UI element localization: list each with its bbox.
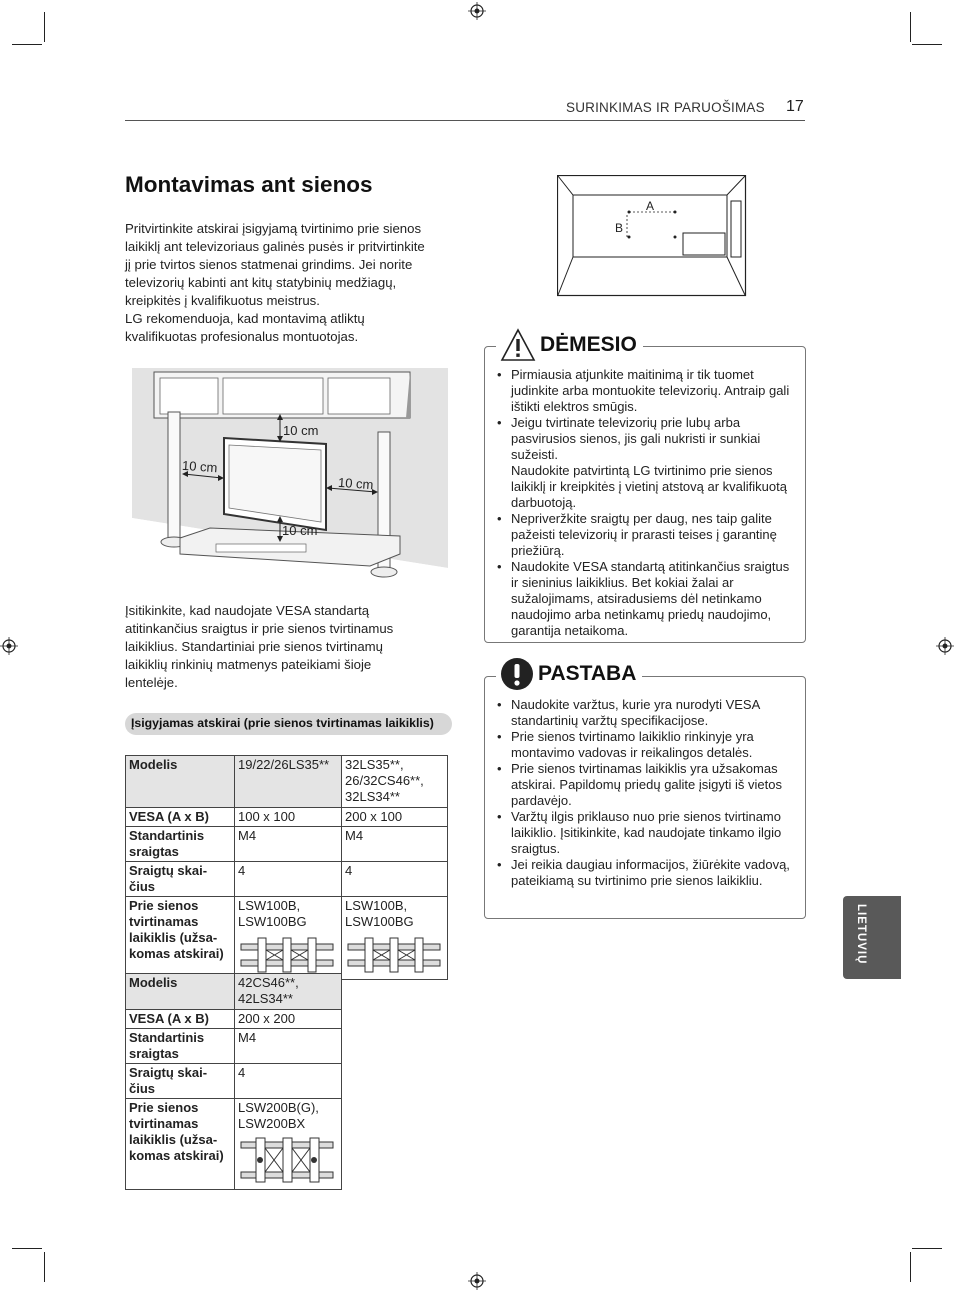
row-label: Sraigtų skai-čius: [126, 1064, 235, 1099]
list-item: • Prie sienos tvirtinamas laikiklis yra užsakomas atskirai. Papildomų priedų galite įsigyti iš vietos pardavėjo.: [497, 761, 797, 809]
exclamation-circle-icon: [500, 657, 534, 691]
list-item: • Prie sienos tvirtinamo laikiklio rinkinyje yra montavimo vadovas ir reikalingos detalės.: [497, 729, 797, 761]
bracket-cell: [235, 1099, 342, 1190]
list-item: • Naudokite varžtus, kurie yra nurodyti VESA standartinių varžtų specifikacijose.: [497, 697, 797, 729]
list-item: • Jeigu tvirtinate televizorių prie lubų arba pasvirusios sienos, jis gali nukristi ir sunkiai sužeisti.: [497, 415, 797, 463]
list-item: • Pirmiausia atjunkite maitinimą ir tik tuomet judinkite arba montuokite televizorių. Antraip gali ištikti elektros smūgis.: [497, 367, 797, 415]
list-item: • Nepriveržkite sraigtų per daug, nes taip galite pažeisti televizorių ir prarasti teises į garantinę priežiūrą.: [497, 511, 797, 559]
warning-triangle-icon: [500, 328, 536, 362]
crop-mark: [44, 1252, 45, 1282]
wall-mount-clearance-diagram: [130, 368, 450, 582]
model-cell: 42CS46**, 42LS34**: [235, 974, 342, 1010]
crop-mark: [912, 1248, 942, 1249]
table-row: [126, 897, 448, 980]
tv-back-vesa-diagram: [557, 175, 747, 297]
registration-mark-icon: [0, 637, 18, 655]
row-label: Standartinis sraigtas: [126, 827, 235, 862]
vesa-cell: 200 x 100: [342, 808, 448, 827]
vesa-cell: 100 x 100: [235, 808, 342, 827]
table-row: [126, 1064, 342, 1099]
language-side-tab: [843, 896, 901, 979]
note-title: PASTABA: [538, 662, 637, 685]
list-item: • Jei reikia daugiau informacijos, žiūrėkite vadovą, pateikiamą su tvirtinimo prie sienos laikikliu.: [497, 857, 797, 889]
bracket-model-text: LSW200B(G), LSW200BX: [238, 1100, 319, 1131]
clearance-label-top: 10 cm: [283, 423, 319, 438]
wall-bracket-table-2: [125, 973, 342, 1190]
wall-bracket-icon: [238, 1136, 336, 1186]
table-row: [126, 756, 448, 808]
note-heading: [496, 653, 642, 695]
intro-paragraph-2: LG rekomenduoja, kad montavimą atliktų kvalifikuotas profesionalus montuotojas.: [125, 311, 365, 344]
screw-cell: M4: [342, 827, 448, 862]
list-item: • Naudokite VESA standartą atitinkančius sraigtus ir sieninius laikiklius. Bet kokiai žalai ar sužalojimams, atsiradusiems dėl netinkamo naudojimo arba netinkamų priedų naudojimo, garantija netaikoma.: [497, 559, 797, 639]
caution-heading: [496, 326, 643, 364]
dimension-label-b: B: [615, 221, 624, 235]
wall-bracket-table-1: [125, 755, 448, 980]
table-row: [126, 808, 448, 827]
table-row: [126, 974, 342, 1010]
bracket-model-text: LSW100B, LSW100BG: [238, 898, 307, 929]
intro-paragraph: Pritvirtinkite atskirai įsigyjamą tvirtinimo prie sienos laikiklį ant televizoriaus galinės pusės ir pritvirtinkite jį prie tvirtos sienos statmenai grindims. Jei norite televizorių kabinti ant kitų statybinių medžiagų, kreipkitės į kvalifikuotus meistrus.: [125, 221, 425, 308]
wall-bracket-icon: [345, 934, 443, 976]
table-row: [126, 1010, 342, 1029]
caution-list: [497, 367, 797, 639]
row-label: Prie sienos tvirtinamas laikiklis (užsa-komas atskirai): [126, 1099, 235, 1190]
caution-title: DĖMESIO: [540, 333, 637, 356]
clearance-label-right: 10 cm: [337, 474, 374, 493]
count-cell: 4: [235, 862, 342, 897]
screw-cell: M4: [235, 1029, 342, 1064]
crop-mark: [910, 12, 911, 42]
count-cell: 4: [342, 862, 448, 897]
header-divider: [125, 120, 805, 121]
registration-mark-icon: [936, 637, 954, 655]
count-cell: 4: [235, 1064, 342, 1099]
vesa-cell: 200 x 200: [235, 1010, 342, 1029]
page-title: Montavimas ant sienos: [125, 172, 373, 197]
crop-mark: [12, 44, 42, 45]
vesa-paragraph: Įsitikinkite, kad naudojate VESA standartą atitinkančius sraigtus ir prie sienos tvirtinamus laikiklius. Standartiniai prie sienos tvirtinamų laikiklių rinkinių matmenys pateikiami šioje lentelėje.: [125, 603, 394, 690]
clearance-label-bottom: 10 cm: [282, 523, 318, 538]
row-label: Sraigtų skai-čius: [126, 862, 235, 897]
row-label: Modelis: [126, 974, 235, 1010]
list-item: • Varžtų ilgis priklauso nuo prie sienos tvirtinamo laikiklio. Įsitikinkite, kad naudojate tinkamo ilgio sraigtus.: [497, 809, 797, 857]
bracket-cell: [342, 897, 448, 980]
header-section-title: SURINKIMAS IR PARUOŠIMAS: [566, 100, 765, 115]
table-row: [126, 1099, 342, 1190]
crop-mark: [910, 1252, 911, 1282]
crop-mark: [912, 44, 942, 45]
intro-text: [125, 220, 425, 346]
bracket-cell: [235, 897, 342, 980]
table-row: [126, 862, 448, 897]
registration-mark-icon: [468, 1272, 486, 1290]
row-label: Modelis: [126, 756, 235, 808]
registration-mark-icon: [468, 2, 486, 20]
model-cell: 19/22/26LS35**: [235, 756, 342, 808]
model-cell: 32LS35**, 26/32CS46**, 32LS34**: [342, 756, 448, 808]
table-row: [126, 1029, 342, 1064]
clearance-label-left: 10 cm: [181, 457, 218, 476]
screw-cell: M4: [235, 827, 342, 862]
language-label: LIETUVIŲ: [855, 904, 867, 965]
list-item-continuation: Naudokite patvirtintą LG tvirtinimo prie sienos laikiklį ir kreipkitės į vietinį atstovą ar kvalifikuotą darbuotoją.: [511, 463, 787, 510]
crop-mark: [12, 1248, 42, 1249]
row-label: VESA (A x B): [126, 808, 235, 827]
dimension-label-a: A: [646, 199, 655, 213]
table-row: [126, 827, 448, 862]
bracket-model-text: LSW100B, LSW100BG: [345, 898, 414, 929]
row-label: VESA (A x B): [126, 1010, 235, 1029]
row-label: Prie sienos tvirtinamas laikiklis (užsa-komas atskirai): [126, 897, 235, 980]
page-number: 17: [786, 98, 804, 115]
wall-bracket-icon: [238, 934, 336, 976]
note-list: [497, 697, 797, 889]
row-label: Standartinis sraigtas: [126, 1029, 235, 1064]
table-caption: Įsigyjamas atskirai (prie sienos tvirtinamas laikiklis): [125, 713, 452, 735]
crop-mark: [44, 12, 45, 42]
